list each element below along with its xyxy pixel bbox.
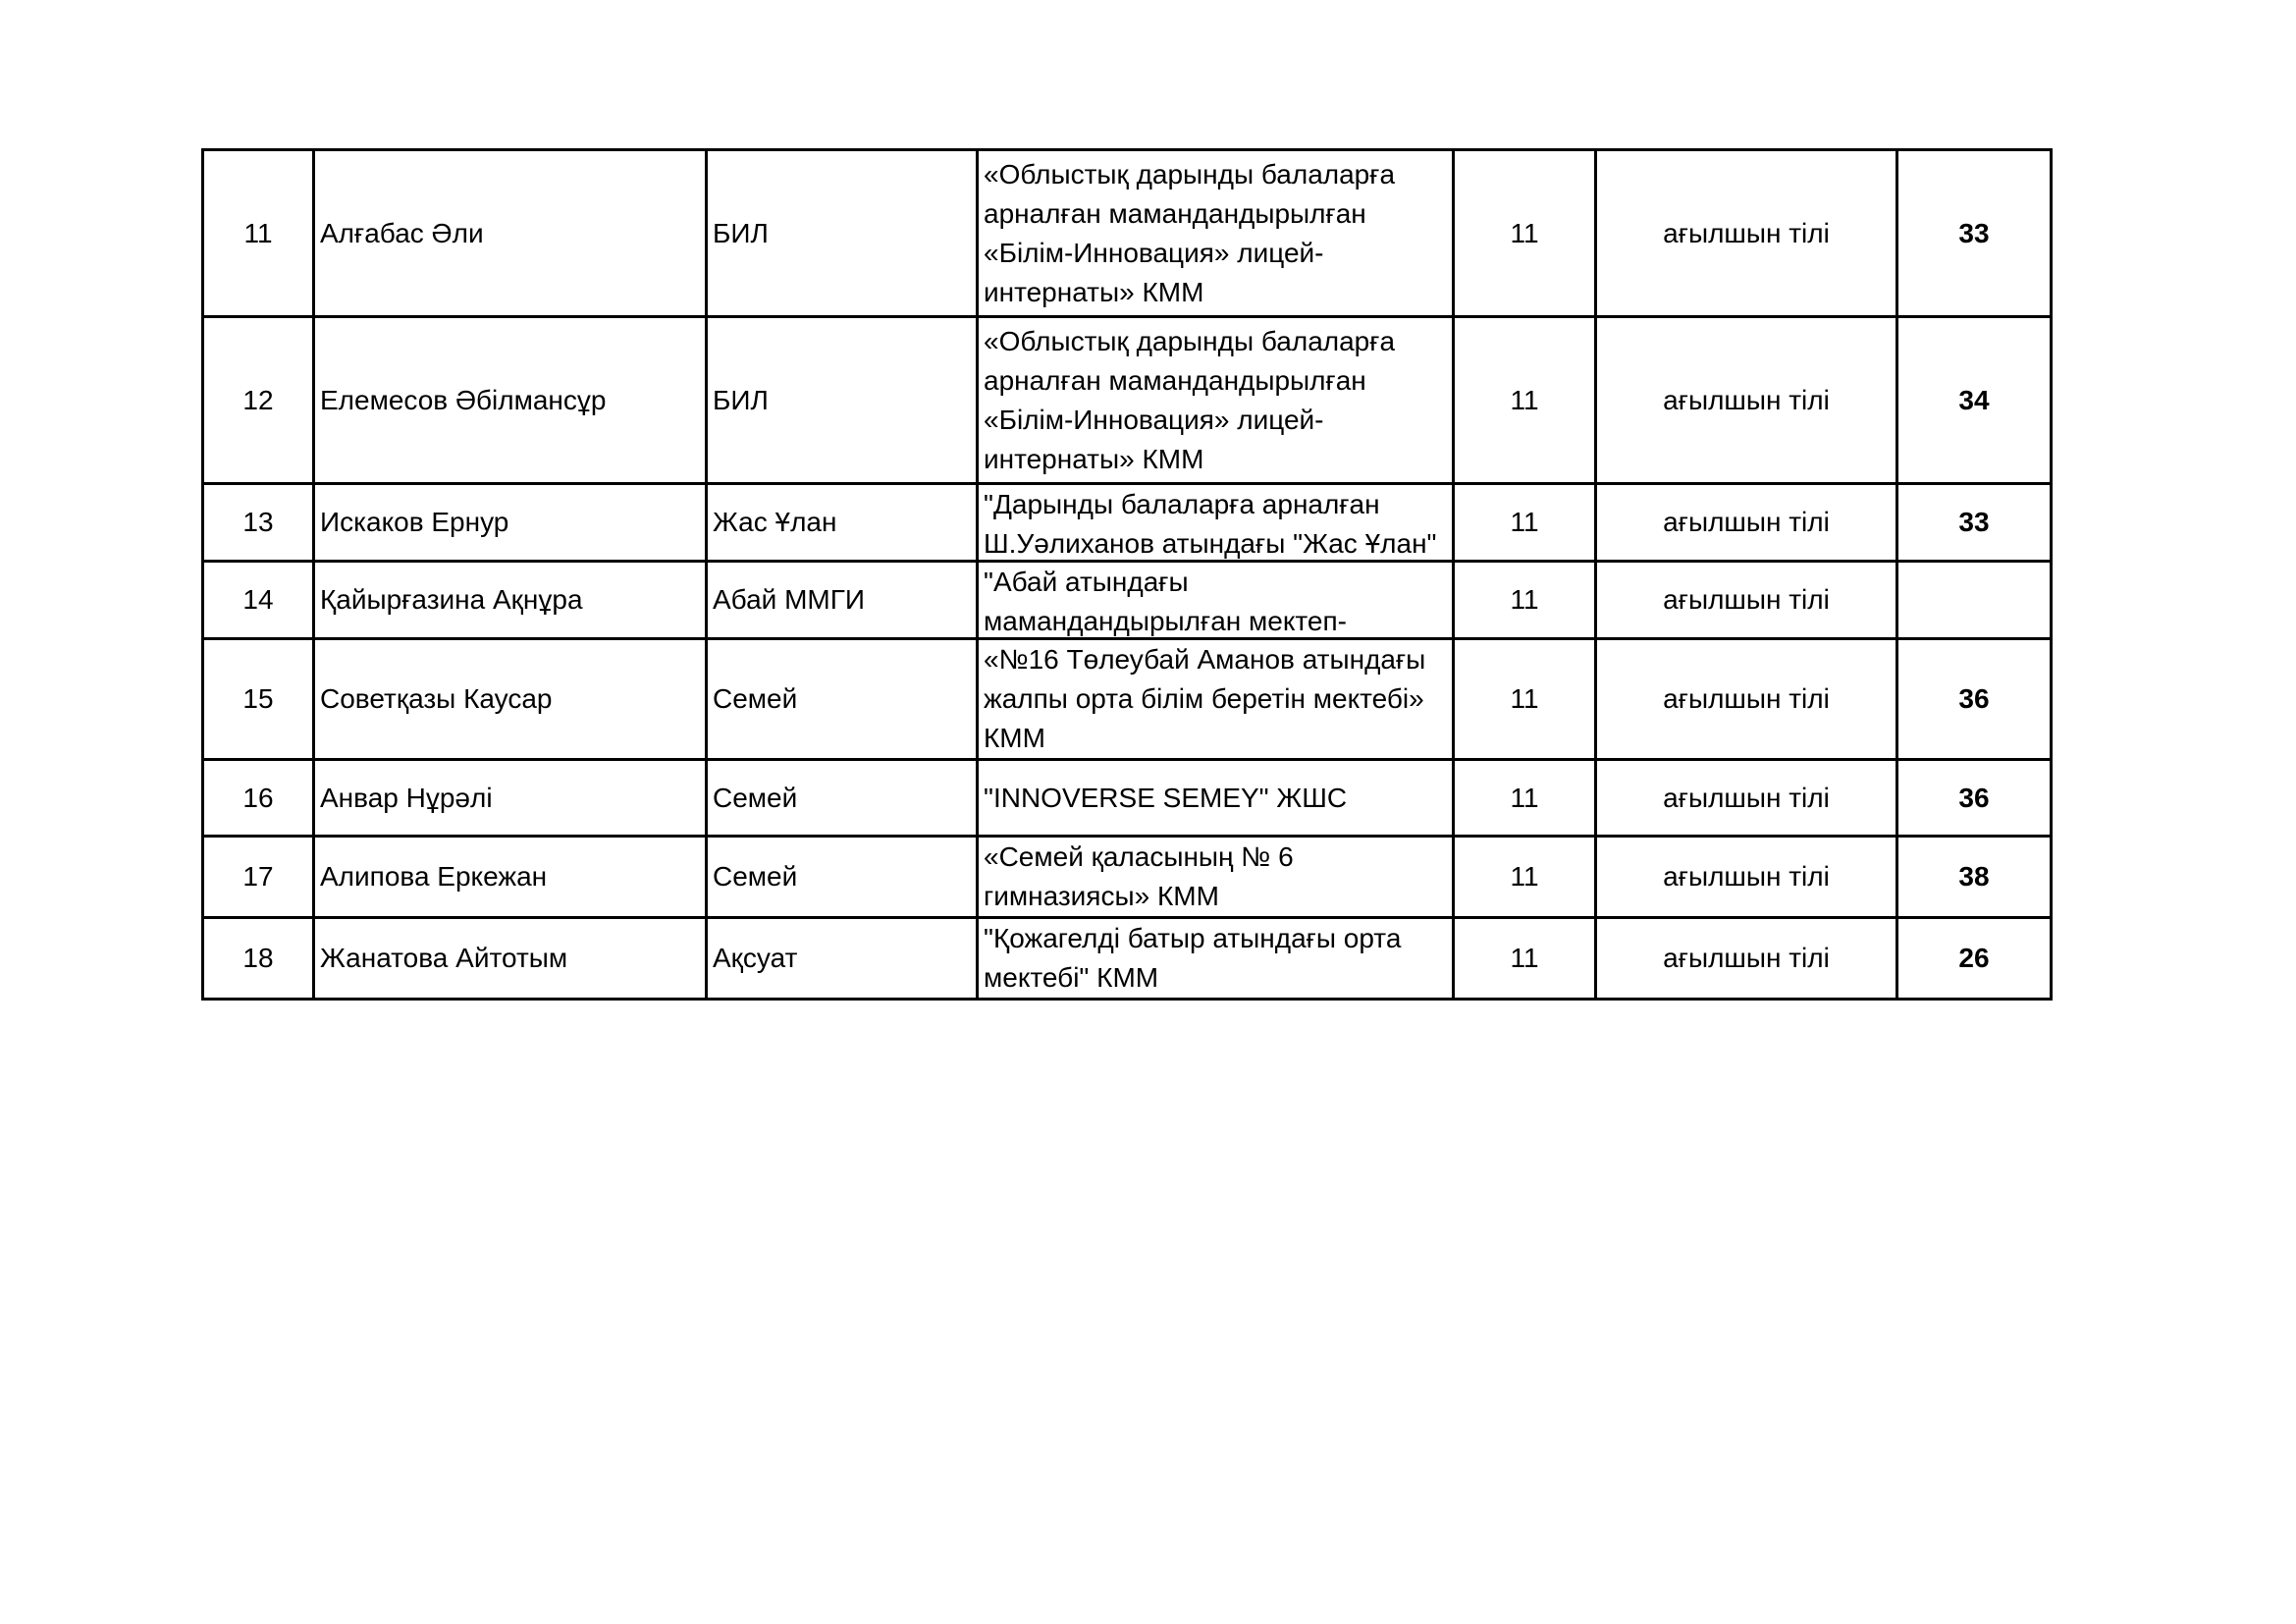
student-name: Советқазы Каусар — [314, 639, 707, 760]
subject: ағылшын тілі — [1596, 562, 1897, 639]
grade: 11 — [1454, 317, 1596, 484]
table-row — [203, 760, 2052, 837]
table-row — [203, 837, 2052, 918]
score: 26 — [1897, 918, 2052, 1000]
grade: 11 — [1454, 760, 1596, 837]
school — [978, 317, 1454, 484]
results-table — [201, 148, 2053, 1001]
table-row — [203, 918, 2052, 1000]
school — [978, 918, 1454, 1000]
student-name: Елемесов Әбілмансұр — [314, 317, 707, 484]
school — [978, 562, 1454, 639]
region: Семей — [707, 837, 978, 918]
subject: ағылшын тілі — [1596, 760, 1897, 837]
score: 33 — [1897, 484, 2052, 562]
school-name: «Семей қаласының № 6 гимназиясы» КММ — [984, 841, 1294, 911]
region: БИЛ — [707, 150, 978, 317]
school-name: "Дарынды балаларға арналған Ш.Уәлиханов атындағы "Жас Ұлан" — [984, 489, 1437, 559]
region: Абай ММГИ — [707, 562, 978, 639]
score: 36 — [1897, 760, 2052, 837]
row-number: 11 — [203, 150, 314, 317]
subject: ағылшын тілі — [1596, 150, 1897, 317]
subject: ағылшын тілі — [1596, 484, 1897, 562]
row-number: 18 — [203, 918, 314, 1000]
region: Семей — [707, 639, 978, 760]
school-name: «Облыстық дарынды балаларға арналған мамандандырылған «Білім-Инновация» лицей-интернаты» КММ — [984, 158, 1396, 307]
grade: 11 — [1454, 150, 1596, 317]
school — [978, 639, 1454, 760]
row-number: 16 — [203, 760, 314, 837]
row-number: 14 — [203, 562, 314, 639]
school-name: «№16 Төлеубай Аманов атындағы жалпы орта білім беретін мектебі» КММ — [984, 644, 1426, 753]
grade: 11 — [1454, 562, 1596, 639]
table-row — [203, 317, 2052, 484]
region: БИЛ — [707, 317, 978, 484]
subject: ағылшын тілі — [1596, 317, 1897, 484]
student-name: Алғабас Әли — [314, 150, 707, 317]
school-name: "Абай атындағы мамандандырылған мектеп- — [984, 567, 1347, 636]
school — [978, 150, 1454, 317]
table-row — [203, 562, 2052, 639]
school — [978, 837, 1454, 918]
region: Жас Ұлан — [707, 484, 978, 562]
grade: 11 — [1454, 837, 1596, 918]
subject: ағылшын тілі — [1596, 918, 1897, 1000]
table-row — [203, 639, 2052, 760]
student-name: Анвар Нұрәлі — [314, 760, 707, 837]
table-row — [203, 484, 2052, 562]
region: Семей — [707, 760, 978, 837]
student-name: Қайырғазина Ақнұра — [314, 562, 707, 639]
grade: 11 — [1454, 639, 1596, 760]
school-name: "Қожагелді батыр атындағы орта мектебі" КММ — [984, 923, 1402, 993]
student-name: Жанатова Айтотым — [314, 918, 707, 1000]
student-name: Алипова Еркежан — [314, 837, 707, 918]
score — [1897, 562, 2052, 639]
row-number: 15 — [203, 639, 314, 760]
school-name: «Облыстық дарынды балаларға арналған мамандандырылған «Білім-Инновация» лицей-интернаты» КММ — [984, 325, 1396, 474]
score: 33 — [1897, 150, 2052, 317]
row-number: 17 — [203, 837, 314, 918]
school — [978, 760, 1454, 837]
region: Ақсуат — [707, 918, 978, 1000]
grade: 11 — [1454, 918, 1596, 1000]
row-number: 12 — [203, 317, 314, 484]
subject: ағылшын тілі — [1596, 837, 1897, 918]
score: 36 — [1897, 639, 2052, 760]
subject: ағылшын тілі — [1596, 639, 1897, 760]
school-name: "INNOVERSE SEMEY" ЖШС — [984, 782, 1348, 813]
school — [978, 484, 1454, 562]
student-name: Искаков Ернур — [314, 484, 707, 562]
grade: 11 — [1454, 484, 1596, 562]
score: 38 — [1897, 837, 2052, 918]
row-number: 13 — [203, 484, 314, 562]
table-row — [203, 150, 2052, 317]
score: 34 — [1897, 317, 2052, 484]
